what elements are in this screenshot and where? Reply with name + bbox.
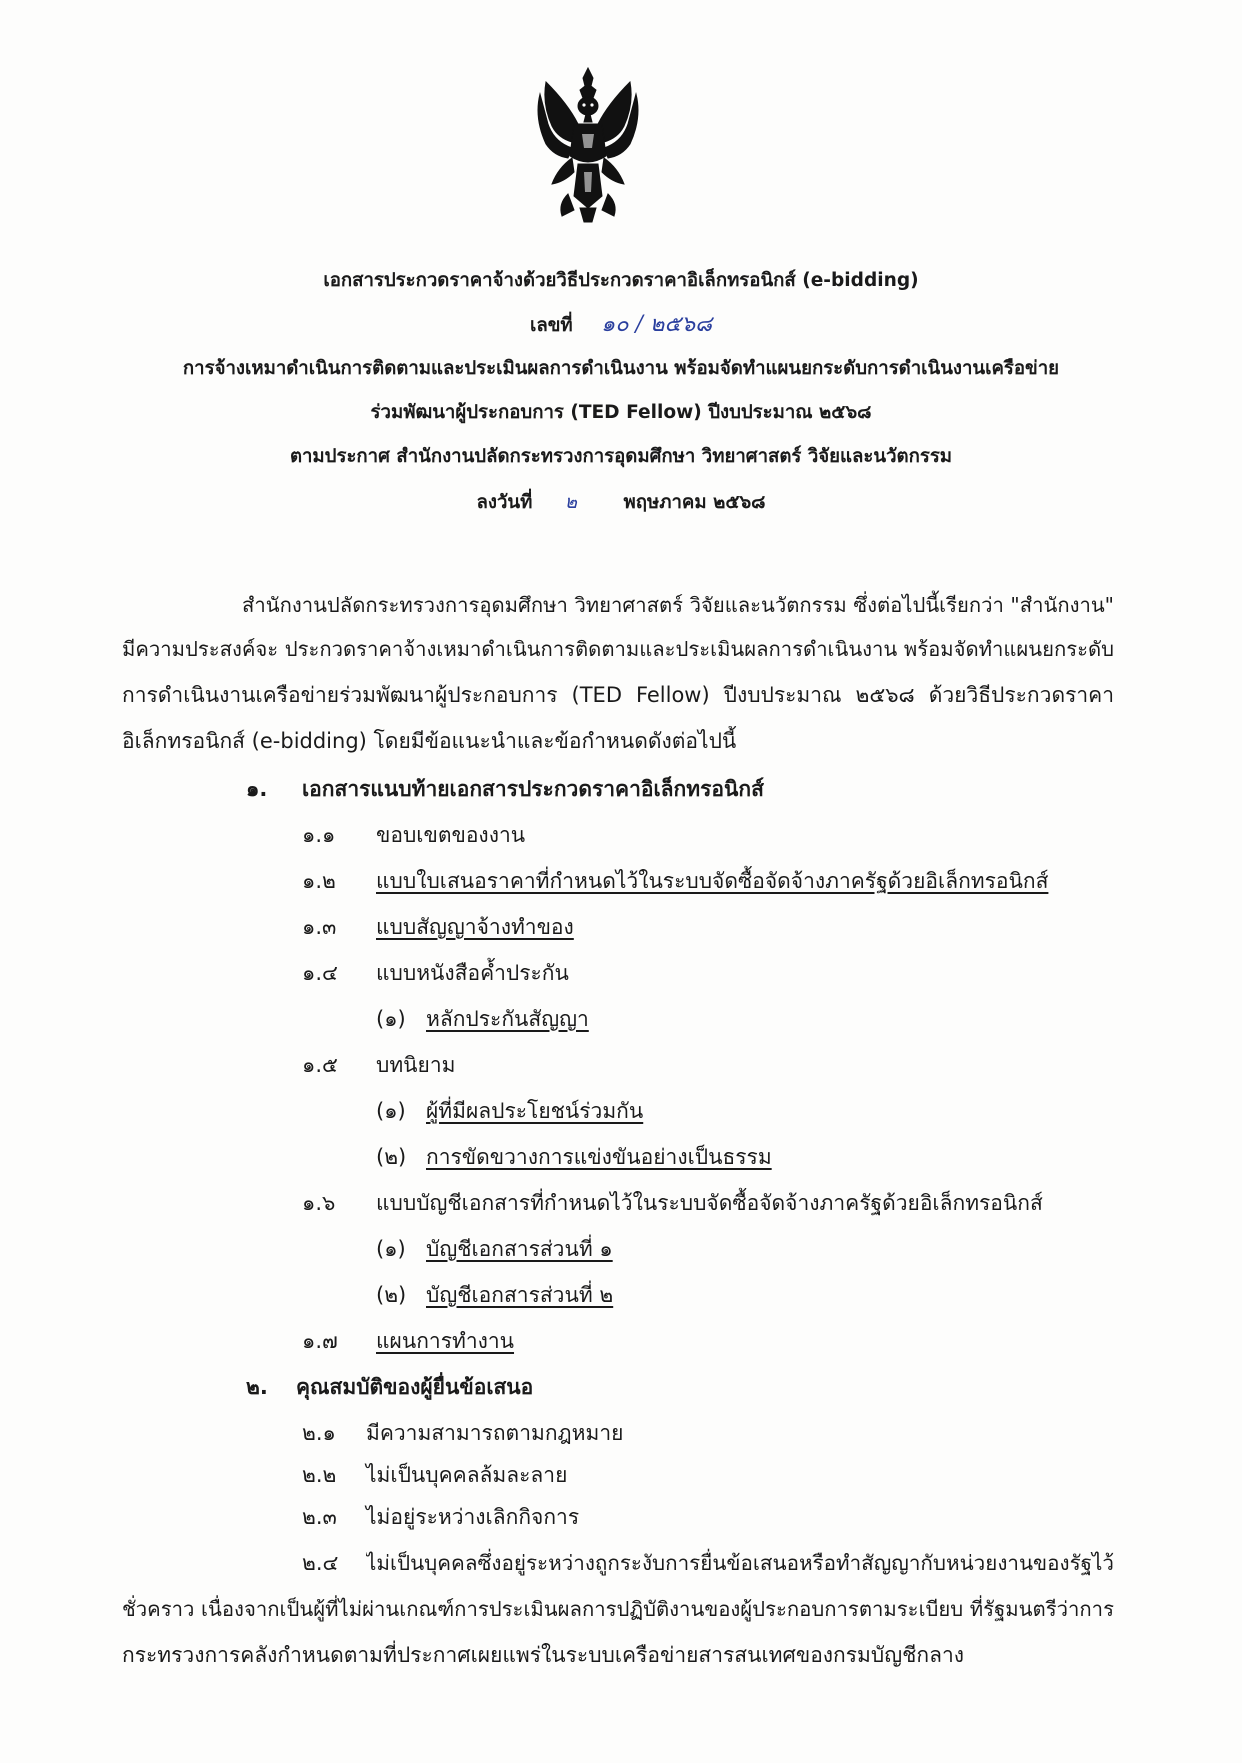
date-day-handwritten: ๒ (564, 492, 578, 513)
item-document-list-form: แบบบัญชีเอกสารที่กำหนดไว้ในระบบจัดซื้อจัดจ้างภาครัฐด้วยอิเล็กทรอนิกส์ (376, 1191, 1043, 1215)
link-work-plan[interactable]: แผนการทำงาน (376, 1329, 515, 1353)
number-handwritten-value: ๑๐ / ๒๕๖๘ (601, 312, 713, 337)
subitem-number: (๑) (376, 1099, 406, 1123)
number-label: เลขที่ (529, 315, 573, 336)
section1-title: เอกสารแนบท้ายเอกสารประกวดราคาอิเล็กทรอนิกส์ (302, 777, 764, 801)
date-month-year: พฤษภาคม ๒๕๖๘ (623, 492, 766, 513)
garuda-emblem-icon (528, 64, 648, 224)
intro-line-3: การดำเนินงานเครือข่ายร่วมพัฒนาผู้ประกอบการ (TED Fellow) ปีงบประมาณ ๒๕๖๘ ด้วยวิธีประกวดราคา (122, 683, 1114, 707)
link-contract-security[interactable]: หลักประกันสัญญา (426, 1007, 589, 1031)
document-title: เอกสารประกวดราคาจ้างด้วยวิธีประกวดราคาอิเล็กทรอนิกส์ (e-bidding) (323, 270, 919, 291)
item-not-suspended: ไม่เป็นบุคคลซึ่งอยู่ระหว่างถูกระงับการยื่นข้อเสนอหรือทำสัญญากับหน่วยงานของรัฐไว้ (366, 1551, 1114, 1575)
item-not-dissolving: ไม่อยู่ระหว่างเลิกกิจการ (366, 1505, 580, 1529)
link-contract-form[interactable]: แบบสัญญาจ้างทำของ (376, 915, 574, 939)
item-number: ๒.๒ (302, 1463, 337, 1487)
link-document-list-part1[interactable]: บัญชีเอกสารส่วนที่ ๑ (426, 1237, 613, 1261)
intro-line-4: อิเล็กทรอนิกส์ (e-bidding) โดยมีข้อแนะนำและข้อกำหนดดังต่อไปนี้ (122, 729, 737, 753)
link-joint-interest[interactable]: ผู้ที่มีผลประโยชน์ร่วมกัน (426, 1099, 644, 1123)
item-legal-capacity: มีความสามารถตามกฎหมาย (366, 1421, 624, 1445)
item-scope-of-work: ขอบเขตของงาน (376, 823, 526, 847)
intro-line-1: สำนักงานปลัดกระทรวงการอุดมศึกษา วิทยาศาสตร์ วิจัยและนวัตกรรม ซึ่งต่อไปนี้เรียกว่า "สำนักงาน" (242, 593, 1114, 617)
subject-line-1: การจ้างเหมาดำเนินการติดตามและประเมินผลการดำเนินงาน พร้อมจัดทำแผนยกระดับการดำเนินงานเครือข่าย (182, 358, 1060, 379)
announcement-line: ตามประกาศ สำนักงานปลัดกระทรวงการอุดมศึกษา วิทยาศาสตร์ วิจัยและนวัตกรรม (289, 446, 953, 467)
paragraph-continuation-1: ชั่วคราว เนื่องจากเป็นผู้ที่ไม่ผ่านเกณฑ์การประเมินผลการปฏิบัติงานของผู้ประกอบการตามระเบียบ ที่รัฐมนตรีว่าการ (122, 1597, 1114, 1621)
subitem-number: (๑) (376, 1237, 406, 1261)
section2-title: คุณสมบัติของผู้ยื่นข้อเสนอ (296, 1375, 534, 1399)
item-number: ๑.๗ (302, 1329, 338, 1353)
link-quotation-form[interactable]: แบบใบเสนอราคาที่กำหนดไว้ในระบบจัดซื้อจัดจ้างภาครัฐด้วยอิเล็กทรอนิกส์ (376, 869, 1049, 893)
item-not-bankrupt: ไม่เป็นบุคคลล้มละลาย (366, 1463, 568, 1487)
item-number: ๒.๓ (302, 1505, 337, 1529)
link-document-list-part2[interactable]: บัญชีเอกสารส่วนที่ ๒ (426, 1283, 614, 1307)
paragraph-continuation-2: กระทรวงการคลังกำหนดตามที่ประกาศเผยแพร่ในระบบเครือข่ายสารสนเทศของกรมบัญชีกลาง (122, 1643, 964, 1667)
item-guarantee-letter: แบบหนังสือค้ำประกัน (376, 961, 569, 985)
subitem-number: (๒) (376, 1283, 407, 1307)
item-number: ๑.๖ (302, 1191, 336, 1215)
subitem-number: (๑) (376, 1007, 406, 1031)
item-number: ๒.๑ (302, 1421, 336, 1445)
subitem-number: (๒) (376, 1145, 407, 1169)
document-number-line (0, 310, 1242, 341)
subject-line-2: ร่วมพัฒนาผู้ประกอบการ (TED Fellow) ปีงบประมาณ ๒๕๖๘ (370, 402, 872, 423)
item-number: ๑.๑ (302, 823, 336, 847)
item-number: ๑.๔ (302, 961, 338, 985)
date-line (0, 488, 1242, 518)
section1-number: ๑. (246, 777, 268, 801)
date-label: ลงวันที่ (476, 492, 533, 513)
section2-number: ๒. (246, 1375, 268, 1399)
item-number: ๒.๔ (302, 1551, 339, 1575)
item-number: ๑.๕ (302, 1053, 338, 1077)
item-number: ๑.๓ (302, 915, 337, 939)
link-fair-competition[interactable]: การขัดขวางการแข่งขันอย่างเป็นธรรม (426, 1145, 772, 1169)
item-number: ๑.๒ (302, 869, 336, 893)
intro-line-2: มีความประสงค์จะ ประกวดราคาจ้างเหมาดำเนินการติดตามและประเมินผลการดำเนินงาน พร้อมจัดทำแผนยกระดับ (122, 637, 1114, 661)
item-definitions: บทนิยาม (376, 1053, 456, 1077)
